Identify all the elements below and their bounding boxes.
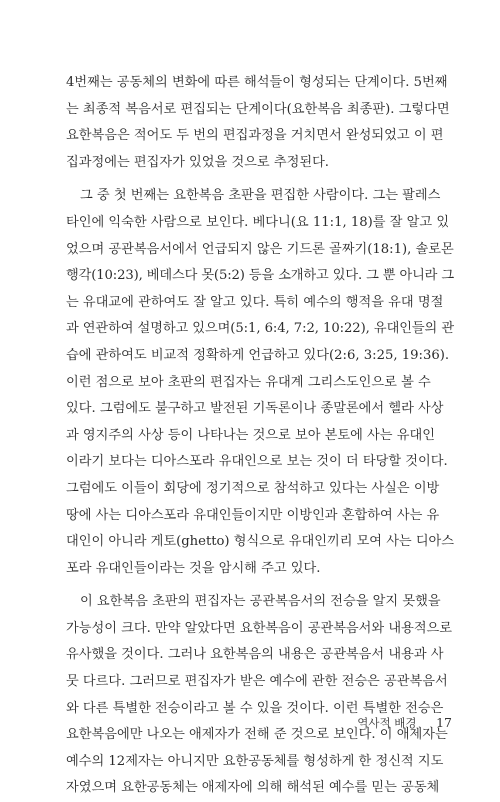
- text-line: 는 최종적 복음서로 편집되는 단계이다(요한복음 최종판). 그렇다면: [66, 101, 450, 117]
- text-line: 었으며 공관복음서에서 언급되지 않은 기드론 골짜기(18:1), 솔로몬: [66, 241, 454, 257]
- text-line: 는 유대교에 관하여도 잘 알고 있다. 특히 예수의 행적을 유대 명절: [66, 294, 444, 310]
- text-line: 이 요한복음 초판의 편집자는 공관복음서의 전승을 알지 못했을: [80, 594, 441, 610]
- text-line: 유사했을 것이다. 그러나 요한복음의 내용은 공관복음서 내용과 사: [66, 647, 444, 663]
- text-line: 이런 점으로 보아 초판의 편집자는 유대계 그리스도인으로 볼 수: [66, 374, 431, 390]
- text-line: 요한복음에만 나오는 애제자가 전해 준 것으로 보인다. 이 애제자는: [66, 727, 448, 743]
- text-line: 과 영지주의 사상 등이 나타나는 것으로 보아 본토에 사는 유대인: [66, 427, 435, 443]
- text-line: 포라 유대인들이라는 것을 암시해 주고 있다.: [66, 560, 321, 576]
- body-text: [66, 70, 454, 802]
- page-footer: [357, 715, 452, 731]
- text-line: 자였으며 요한공동체는 애제자에 의해 해석된 예수를 믿는 공동체: [66, 780, 440, 796]
- text-line: 땅에 사는 디아스포라 유대인들이지만 이방인과 혼합하여 사는 유: [66, 507, 440, 523]
- running-title: 역사적 배경: [357, 716, 417, 730]
- text-line: 가능성이 크다. 만약 알았다면 요한복음이 공관복음서와 내용적으로: [66, 620, 453, 636]
- text-line: 있다. 그럼에도 불구하고 발전된 기독론이나 종말론에서 헬라 사상: [66, 401, 444, 417]
- text-line: 그 중 첫 번째는 요한복음 초판을 편집한 사람이다. 그는 팔레스: [80, 188, 441, 204]
- text-line: 습에 관하여도 비교적 정확하게 언급하고 있다(2:6, 3:25, 19:36).: [66, 347, 450, 363]
- text-line: 뭇 다르다. 그러므로 편집자가 받은 예수에 관한 전승은 공관복음서: [66, 674, 448, 690]
- paragraph-1: [66, 70, 454, 176]
- text-line: 4번째는 공동체의 변화에 따른 해석들이 형성되는 단계이다. 5번째: [66, 75, 448, 90]
- text-line: 요한복음은 적어도 두 번의 편집과정을 거치면서 완성되었고 이 편: [66, 128, 444, 144]
- text-line: 이라기 보다는 디아스포라 유대인으로 보는 것이 더 타당할 것이다.: [66, 454, 448, 470]
- text-line: 그럼에도 이들이 회당에 정기적으로 참석하고 있다는 사실은 이방: [66, 480, 440, 496]
- page-number: 17: [436, 715, 452, 730]
- text-line: 와 다른 특별한 전승이라고 볼 수 있을 것이다. 이런 특별한 전승은: [66, 700, 444, 716]
- text-line: 타인에 익숙한 사람으로 보인다. 베다니(요 11:1, 18)를 잘 알고 있: [66, 214, 450, 230]
- text-line: 대인이 아니라 게토(ghetto) 형식으로 유대인끼리 모여 사는 디아스: [66, 534, 454, 550]
- text-line: 행각(10:23), 베데스다 못(5:2) 등을 소개하고 있다. 그 뿐 아니라 그: [66, 268, 454, 284]
- paragraph-2: [66, 183, 454, 582]
- text-line: 집과정에는 편집자가 있었을 것으로 추정된다.: [66, 154, 330, 170]
- text-line: 과 연관하여 설명하고 있으며(5:1, 6:4, 7:2, 10:22), 유대인들의 관: [66, 321, 454, 337]
- text-line: 예수의 12제자는 아니지만 요한공동체를 형성하게 한 정신적 지도: [66, 753, 444, 769]
- paragraph-3: [66, 589, 454, 802]
